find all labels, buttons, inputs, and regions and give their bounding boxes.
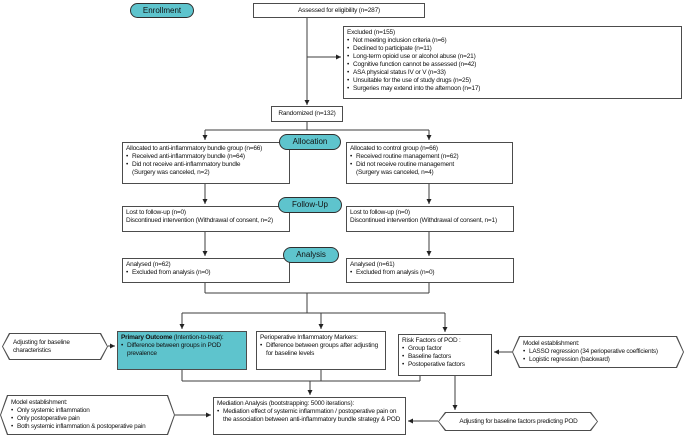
bullet-dot: • xyxy=(260,342,263,349)
inflammatory-markers-box xyxy=(256,331,386,370)
bullet-dot: • xyxy=(347,45,350,52)
assessed-box xyxy=(253,3,425,18)
analysis-control-item-text: Excluded from analysis (n=0) xyxy=(356,269,435,276)
alloc-control-item-text: Received routine management (n=62) xyxy=(356,153,459,160)
alloc-bundle-item xyxy=(126,153,286,161)
bullet-dot: • xyxy=(347,37,350,44)
analysis-control-title: Analysed (n=61) xyxy=(350,261,395,268)
banner-model-mediators-item-text: Only postoperative pain xyxy=(17,415,80,422)
analysis-control-item xyxy=(350,269,510,277)
inflammatory-markers-item xyxy=(260,342,382,358)
alloc-control-note: (Surgery was canceled, n=4) xyxy=(356,169,434,176)
bullet-dot: • xyxy=(121,342,124,349)
bullet-dot: • xyxy=(402,361,405,368)
excluded-item-text: Cognitive function cannot be assessed (n=42) xyxy=(353,61,477,68)
primary-outcome-title-bold: Primary Outcome xyxy=(121,334,173,341)
banner-model-mediators-item xyxy=(11,415,166,423)
bullet-dot: • xyxy=(347,77,350,84)
bullet-dot: • xyxy=(402,353,405,360)
risk-factors-item xyxy=(402,361,488,369)
banner-model-lasso-item-text: Logistic regression (backward) xyxy=(529,356,610,363)
randomized-text: Randomized (n=132) xyxy=(278,110,336,117)
excluded-item xyxy=(347,37,678,45)
banner-baseline-predictors xyxy=(438,412,598,431)
primary-outcome-title-rest: (Intention-to-treat): xyxy=(172,334,224,341)
banner-model-lasso-title: Model establishment: xyxy=(523,340,580,347)
analysis-bundle-item xyxy=(126,269,286,277)
bullet-dot: • xyxy=(347,69,350,76)
risk-factors-item-text: Postoperative factors xyxy=(408,361,465,368)
banner-model-mediators-item xyxy=(11,423,166,431)
followup-bundle-box xyxy=(122,206,290,232)
followup-control-box xyxy=(346,206,514,232)
excluded-box xyxy=(343,26,682,99)
banner-baseline-adjustment-text: Adjusting for baseline characteristics xyxy=(13,338,70,354)
excluded-item-text: Declined to participate (n=11) xyxy=(353,45,432,52)
connector-funnel-mediation xyxy=(182,370,420,381)
excluded-item-text: Not meeting inclusion criteria (n=6) xyxy=(353,37,447,44)
primary-outcome-item xyxy=(121,342,243,358)
bullet-dot: • xyxy=(347,85,350,92)
bullet-dot: • xyxy=(126,269,129,276)
assessed-text: Assessed for eligibility (n=287) xyxy=(298,6,380,14)
mediation-item-text: Mediation effect of systemic inflammation / postoperative pain on the association between anti-inflammatory bundle strategy & POD xyxy=(223,408,401,423)
banner-model-mediators-item xyxy=(11,407,166,415)
excluded-item xyxy=(347,85,678,93)
analysis-bundle-box xyxy=(122,258,290,283)
inflammatory-markers-item-text: Difference between groups after adjusting for baseline levels xyxy=(266,342,379,357)
connector-split-allocation xyxy=(205,122,429,130)
bullet-dot: • xyxy=(402,345,405,352)
stage-badge-allocation: Allocation xyxy=(279,134,341,150)
risk-factors-item xyxy=(402,353,488,361)
bullet-dot: • xyxy=(350,153,353,160)
bullet-dot: • xyxy=(126,153,129,160)
excluded-item xyxy=(347,53,678,61)
stage-badge-analysis: Analysis xyxy=(283,247,339,263)
excluded-item xyxy=(347,77,678,85)
stage-badge-enrollment: Enrollment xyxy=(130,3,194,18)
inflammatory-markers-title: Perioperative Inflammatory Markers: xyxy=(260,334,358,341)
risk-factors-item xyxy=(402,345,488,353)
bullet-dot: • xyxy=(350,161,353,168)
mediation-title: Mediation Analysis (bootstrapping: 5000 iterations): xyxy=(217,400,355,407)
primary-outcome-title xyxy=(121,334,243,342)
followup-bundle-line: Lost to follow-up (n=0) xyxy=(126,209,186,216)
excluded-title: Excluded (n=155) xyxy=(347,29,395,36)
bullet-dot: • xyxy=(126,161,129,168)
alloc-bundle-note: (Surgery was canceled, n=2) xyxy=(132,169,210,176)
risk-factors-box xyxy=(398,334,492,376)
mediation-analysis-box xyxy=(213,397,406,435)
bullet-dot: • xyxy=(347,53,350,60)
followup-control-line: Lost to follow-up (n=0) xyxy=(350,209,410,216)
banner-model-mediators-title: Model establishment: xyxy=(11,399,68,406)
allocation-control-box xyxy=(346,142,513,184)
excluded-item-text: ASA physical status IV or V (n=33) xyxy=(353,69,446,76)
bullet-dot: • xyxy=(350,269,353,276)
banner-model-mediators-item-text: Both systemic inflammation & postoperative pain xyxy=(17,423,146,430)
risk-factors-title: Risk Factors of POD : xyxy=(402,337,461,344)
bullet-dot: • xyxy=(523,356,526,363)
excluded-item xyxy=(347,45,678,53)
analysis-bundle-title: Analysed (n=62) xyxy=(126,261,171,268)
excluded-item-text: Long-term opioid use or alcohol abuse (n=21) xyxy=(353,53,476,60)
bullet-dot: • xyxy=(11,407,14,414)
mediation-item xyxy=(217,408,402,424)
alloc-bundle-item-text: Did not receive anti-inflammatory bundle xyxy=(132,161,241,168)
excluded-item xyxy=(347,69,678,77)
bullet-dot: • xyxy=(347,61,350,68)
alloc-control-item xyxy=(350,161,509,169)
primary-outcome-item-text: Difference between groups in POD prevalence xyxy=(127,342,221,357)
alloc-control-item-text: Did not receive routine management xyxy=(356,161,454,168)
banner-model-lasso-item xyxy=(523,348,675,356)
banner-baseline-adjustment xyxy=(2,333,108,360)
alloc-bundle-item xyxy=(126,161,286,169)
risk-factors-item-text: Baseline factors xyxy=(408,353,452,360)
banner-model-mediators xyxy=(0,395,175,435)
followup-control-line: Discontinued intervention (Withdrawal of consent, n=1) xyxy=(350,217,497,224)
alloc-control-item xyxy=(350,153,509,161)
banner-baseline-predictors-text: Adjusting for baseline factors predicting POD xyxy=(459,417,578,425)
analysis-bundle-item-text: Excluded from analysis (n=0) xyxy=(132,269,211,276)
excluded-item-text: Unsuitable for the use of study drugs (n=25) xyxy=(353,77,471,84)
alloc-bundle-item-text: Received anti-inflammatory bundle (n=64) xyxy=(132,153,245,160)
alloc-control-title: Allocated to control group (n=66) xyxy=(350,145,438,152)
bullet-dot: • xyxy=(523,348,526,355)
banner-model-mediators-item-text: Only systemic inflammation xyxy=(17,407,90,414)
allocation-bundle-box xyxy=(122,142,290,184)
primary-outcome-box xyxy=(117,331,247,370)
bullet-dot: • xyxy=(217,408,220,415)
banner-model-lasso xyxy=(512,336,684,368)
analysis-control-box xyxy=(346,258,514,283)
banner-model-lasso-item-text: LASSO regression (34 perioperative coefficients) xyxy=(529,348,658,355)
randomized-box xyxy=(271,106,343,122)
bullet-dot: • xyxy=(11,423,14,430)
stage-badge-followup: Follow-Up xyxy=(278,197,342,213)
followup-bundle-line: Discontinued intervention (Withdrawal of consent, n=2) xyxy=(126,217,273,224)
alloc-bundle-title: Allocated to anti-inflammatory bundle group (n=66) xyxy=(126,145,263,152)
banner-model-lasso-content xyxy=(512,336,684,368)
banner-model-lasso-item xyxy=(523,356,675,364)
excluded-item-text: Surgeries may extend into the afternoon (n=17) xyxy=(353,85,481,92)
risk-factors-item-text: Group factor xyxy=(408,345,442,352)
connector-merge-outcomes xyxy=(182,283,445,313)
excluded-item xyxy=(347,61,678,69)
bullet-dot: • xyxy=(11,415,14,422)
banner-model-mediators-content xyxy=(0,395,175,435)
